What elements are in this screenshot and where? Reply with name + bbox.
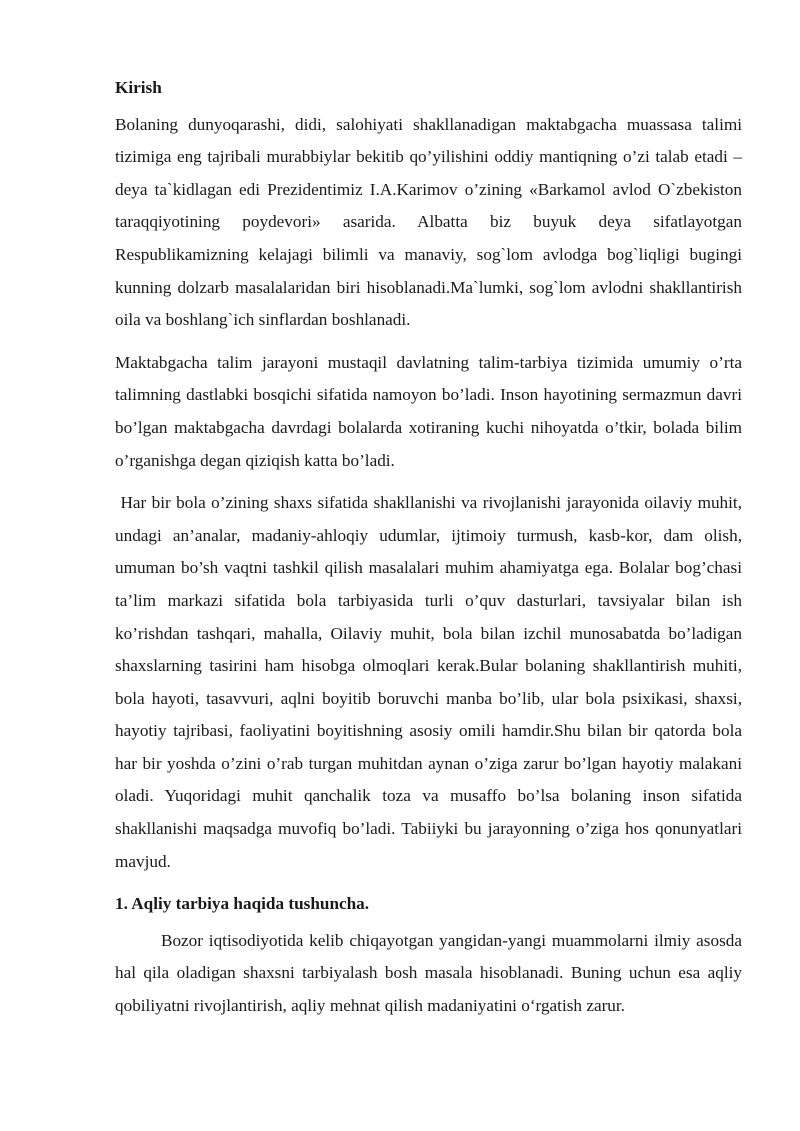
document-body <box>115 72 747 1033</box>
paragraph-2: Maktabgacha talim jarayoni mustaqil davlatning talim-tarbiya tizimida umumiy o’rta talimning dastlabki bosqichi sifatida namoyon bo’ladi. Inson hayotining sermazmun davri bo’lgan maktabgacha davrdagi bolalarda xotiraning kuchi nihoyatda o’tkir, bolada bilim o’rganishga degan qiziqish katta bo’ladi. <box>115 352 742 470</box>
paragraph-3: Har bir bola o’zining shaxs sifatida shakllanishi va rivojlanishi jarayonida oilaviy muhit, undagi an’analar, madaniy-ahloqiy udumlar, ijtimoiy turmush, kasb-kor, dam olish, umuman bo’sh vaqtni tashkil qilish masalalari muhim ahamiyatga ega. Bolalar bog’chasi ta’lim markazi sifatida bola tarbiyasida turli o’quv dasturlari, tavsiyalar bilan ish ko’rishdan tashqari, mahalla, Oilaviy muhit, bola bilan izchil munosabatda bo’ladigan shaxslarning tasirini ham hisobga olmoqlari kerak.Bular bolaning shakllantirish muhiti, bola hayoti, tasavvuri, aqlni boyitib boruvchi manba bo’lib, ular bola psixikasi, shaxsi, hayotiy tajribasi, faoliyatini boyitishning asosiy omili hamdir.Shu bilan bir qatorda bola har bir yoshda o’zini o’rab turgan muhitdan aynan o’ziga zarur bo’lgan hayotiy malakani oladi. Yuqoridagi muhit qanchalik toza va musaffo bo’lsa bolaning inson sifatida shakllanishi maqsadga muvofiq bo’ladi. Tabiiyki bu jarayonning o’ziga hos qonunyatlari mavjud. <box>115 493 747 871</box>
paragraph-1: Bolaning dunyoqarashi, didi, salohiyati shakllanadigan maktabgacha muassasa talimi tizimiga eng tajribali murabbiylar bekitib qo’yilishini oddiy mantiqning o’zi talab etadi – deya ta`kidlagan edi Prezidentimiz I.A.Karimov o’zining «Barkamol avlod O`zbekiston taraqqiyotining poydevori» asarida. Albatta biz buyuk deya sifatlayotgan Respublikamizning kelajagi bilimli va manaviy, sog`lom avlodga bog`liqligi bugingi kunning dolzarb masalalaridan biri hisoblanadi.Ma`lumki, sog`lom avlodni shakllantirish oila va boshlang`ich sinflardan boshlanadi. <box>115 114 742 330</box>
heading-kirish: Kirish <box>115 78 162 97</box>
section-title: 1. Aqliy tarbiya haqida tushuncha. <box>115 894 370 914</box>
section-paragraph: Bozor iqtisodiyotida kelib chiqayotgan yangidan-yangi muammolarni ilmiy asosda hal qila oladigan shaxsni tarbiyalash bosh masala hisoblanadi. Buning uchun esa aqliy qobiliyatni rivojlantirish, aqliy mehnat qilish madaniyatini o‘rgatish zarur. <box>115 930 742 1016</box>
